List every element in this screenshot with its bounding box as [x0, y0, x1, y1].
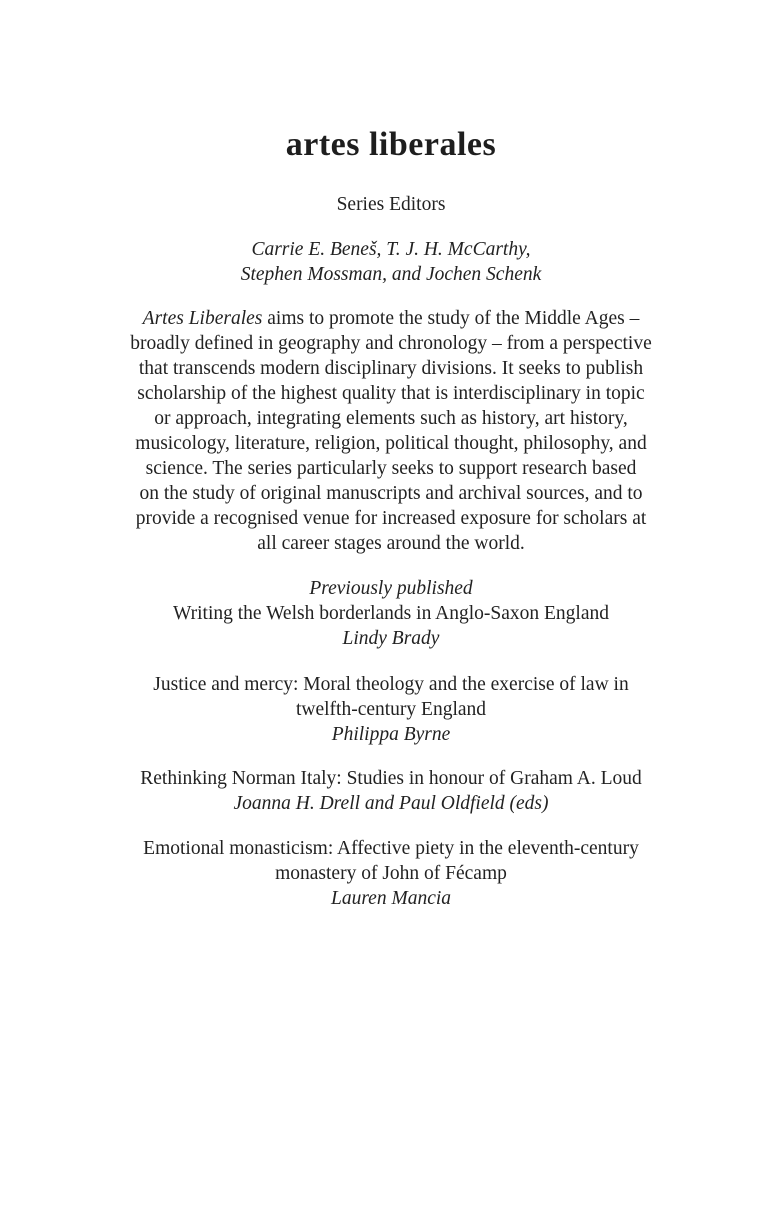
description-line: on the study of original manuscripts and archival sources, and to	[139, 483, 643, 504]
book-entry	[90, 836, 692, 911]
series-description	[90, 306, 692, 556]
book-entry	[90, 601, 692, 651]
book-author: Joanna H. Drell and Paul Oldfield (eds)	[233, 793, 549, 814]
book-title-line: monastery of John of Fécamp	[275, 863, 507, 884]
description-line: or approach, integrating elements such as history, art history,	[154, 408, 628, 429]
previously-published-section	[90, 576, 692, 601]
description-line	[90, 306, 692, 331]
book-author: Lauren Mancia	[330, 888, 452, 909]
book-entry	[90, 672, 692, 747]
description-line: provide a recognised venue for increased exposure for scholars at	[135, 508, 647, 529]
description-line: broadly defined in geography and chronology – from a perspective	[130, 333, 652, 354]
description-line: that transcends modern disciplinary divisions. It seeks to publish	[138, 358, 644, 379]
book-entry	[90, 766, 692, 816]
series-editors-names	[90, 237, 692, 287]
series-name-italic: Artes Liberales	[142, 308, 263, 329]
editors-line: Carrie E. Beneš, T. J. H. McCarthy,	[251, 239, 531, 260]
series-editors-label-text: Series Editors	[336, 194, 446, 215]
description-line: scholarship of the highest quality that is interdisciplinary in topic	[137, 383, 645, 404]
book-title-line: Rethinking Norman Italy: Studies in honour of Graham A. Loud	[140, 768, 642, 789]
book-author: Lindy Brady	[342, 628, 440, 649]
series-title: artes liberales	[285, 126, 497, 163]
book-title-line: twelfth-century England	[295, 699, 487, 720]
book-title-line: Justice and mercy: Moral theology and the exercise of law in	[153, 674, 629, 695]
book-author: Philippa Byrne	[331, 724, 451, 745]
editors-line: Stephen Mossman, and Jochen Schenk	[240, 264, 542, 285]
description-line: musicology, literature, religion, political thought, philosophy, and	[135, 433, 647, 454]
previously-published-label: Previously published	[309, 578, 473, 599]
description-line: science. The series particularly seeks to support research based	[145, 458, 637, 479]
description-line: all career stages around the world.	[257, 533, 525, 554]
description-first-line-rest: aims to promote the study of the Middle Ages –	[262, 308, 640, 329]
series-editors-label	[90, 192, 692, 217]
book-title-line: Writing the Welsh borderlands in Anglo-Saxon England	[173, 603, 609, 624]
book-title-line: Emotional monasticism: Affective piety in the eleventh-century	[143, 838, 639, 859]
